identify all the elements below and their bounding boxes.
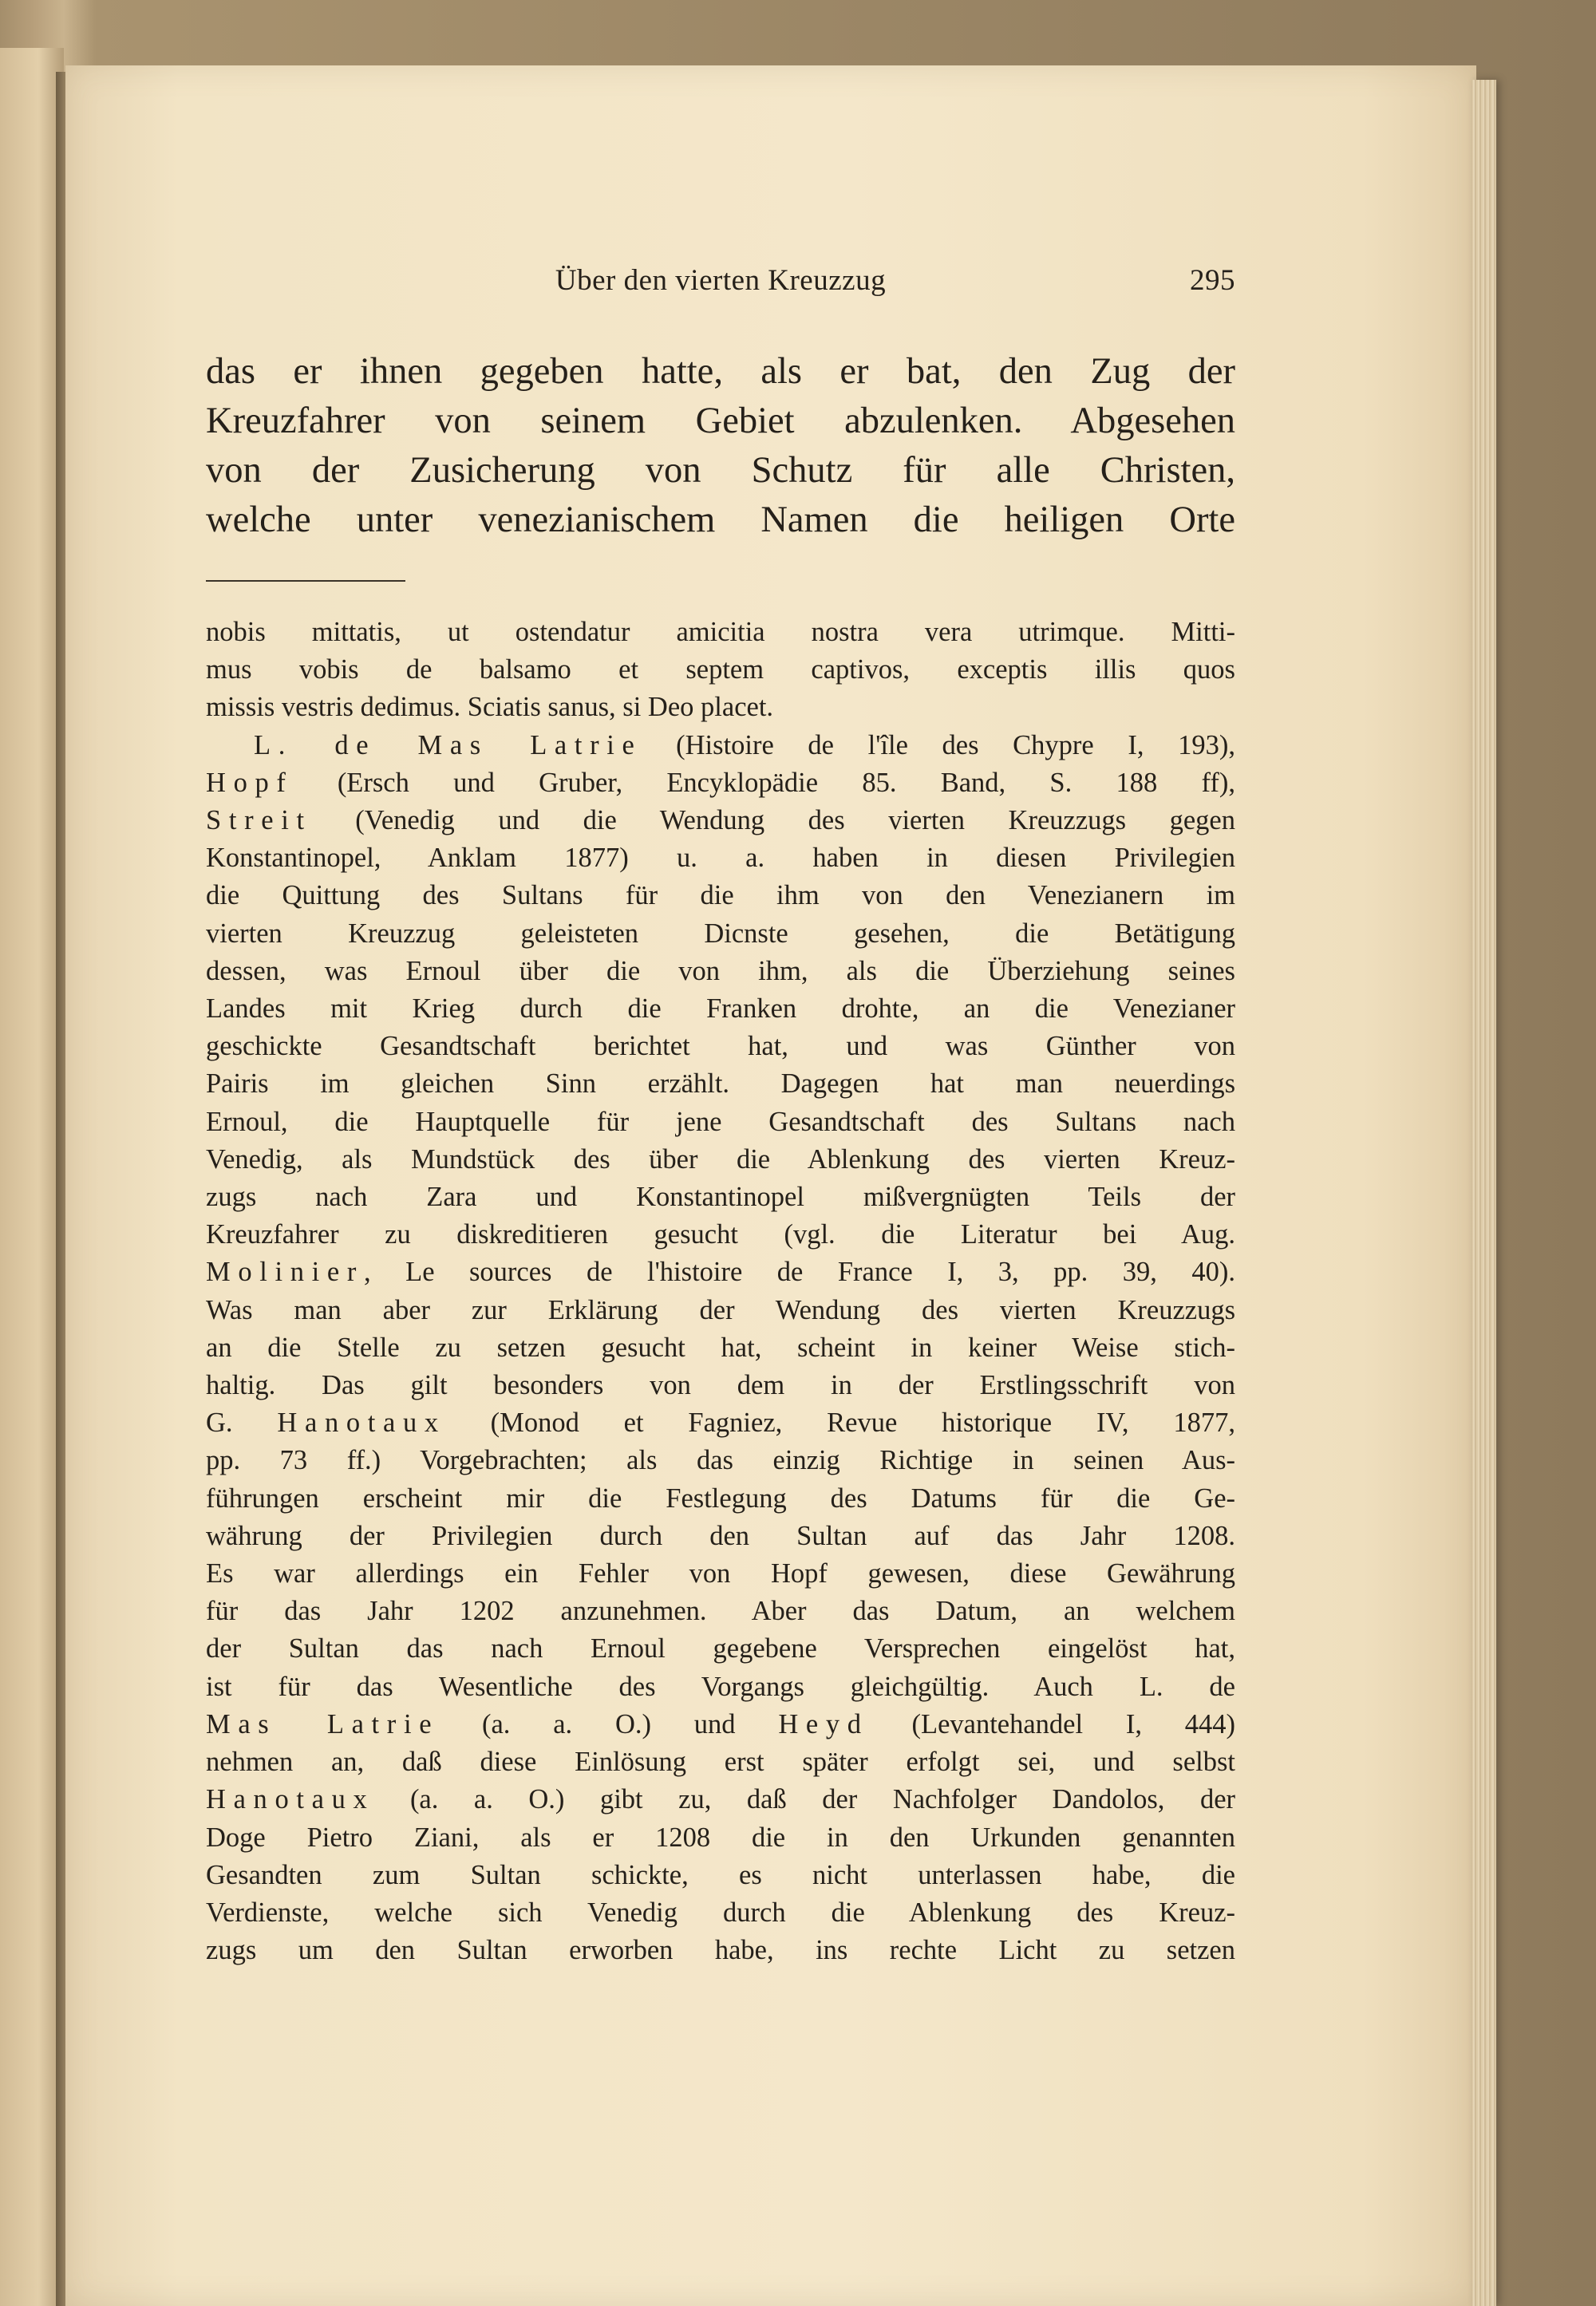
footnote-line: dessen, was Ernoul über die von ihm, als die Überziehung seines — [206, 955, 1235, 986]
footnote-line: Verdienste, welche sich Venedig durch die Ablenkung des Kreuz- — [206, 1897, 1235, 1928]
citation-text: (Monod et Fagniez, Revue historique IV, 1877, — [445, 1408, 1235, 1439]
author-name: Heyd — [778, 1708, 869, 1739]
text-line: welche unter venezianischem Namen die heiligen Orte — [206, 500, 1235, 540]
footnote-line: ist für das Wesentliche des Vorgangs gleichgültig. Auch L. de — [206, 1671, 1235, 1702]
citation-text: , Le sources de l'histoire de France I, 3, pp. 39, 40). — [364, 1257, 1235, 1288]
author-name: Hopf — [206, 767, 294, 798]
footnote-line: Es war allerdings ein Fehler von Hopf gewesen, diese Gewährung — [206, 1558, 1235, 1589]
footnote-line: Konstantinopel, Anklam 1877) u. a. haben in diesen Privilegien — [206, 843, 1235, 874]
footnote-line: nobis mittatis, ut ostendatur amicitia nostra vera utrimque. Mitti- — [206, 617, 1235, 647]
citation-text: (Histoire de l'île des Chypre I, 193), — [642, 729, 1235, 760]
page-content — [206, 255, 1235, 1969]
page-fore-edge — [1472, 80, 1496, 2306]
author-name: L. de Mas Latrie — [254, 729, 642, 760]
text-line: Kreuzfahrer von seinem Gebiet abzulenken. Abgesehen — [206, 401, 1235, 441]
footnote-line — [206, 764, 1235, 802]
author-name: Hanotaux — [277, 1408, 446, 1439]
footnote-line: Doge Pietro Ziani, als er 1208 die in den Urkunden genannten — [206, 1822, 1235, 1853]
author-name: Mas Latrie — [206, 1708, 440, 1739]
citation-text: G. — [206, 1408, 278, 1439]
citation-text: (a. a. O.) gibt zu, daß der Nachfolger Dandolos, der — [374, 1784, 1235, 1815]
citation-text: (Levantehandel I, 444) — [868, 1708, 1235, 1739]
footnote-line: führungen erscheint mir die Festlegung des Datums für die Ge- — [206, 1483, 1235, 1514]
footnote-line: für das Jahr 1202 anzunehmen. Aber das Datum, an welchem — [206, 1596, 1235, 1627]
main-text — [206, 347, 1235, 545]
footnote-line — [206, 802, 1235, 839]
footnote-line: Venedig, als Mundstück des über die Ablenkung des vierten Kreuz- — [206, 1143, 1235, 1175]
footnote-line — [206, 1254, 1235, 1291]
footnote-line: haltig. Das gilt besonders von dem in der Erstlingsschrift von — [206, 1370, 1235, 1401]
footnote-line: zugs um den Sultan erworben habe, ins rechte Licht zu setzen — [206, 1935, 1235, 1966]
footnote-line: Was man aber zur Erklärung der Wendung des vierten Kreuzzugs — [206, 1294, 1235, 1325]
footnote-line: pp. 73 ff.) Vorgebrachten; als das einzig Richtige in seinen Aus- — [206, 1445, 1235, 1476]
citation-text: (Ersch und Gruber, Encyklopädie 85. Band, S. 188 ff), — [293, 767, 1235, 798]
footnote — [206, 614, 1235, 1969]
footnote-line: währung der Privilegien durch den Sultan auf das Jahr 1208. — [206, 1520, 1235, 1551]
footnote-line: Kreuzfahrer zu diskreditieren gesucht (vgl. die Literatur bei Aug. — [206, 1219, 1235, 1250]
footnote-line: Pairis im gleichen Sinn erzählt. Dagegen hat man neuerdings — [206, 1068, 1235, 1100]
author-name: Streit — [206, 805, 312, 836]
footnote-line: Landes mit Krieg durch die Franken drohte, an die Venezianer — [206, 993, 1235, 1025]
footnote-line: geschickte Gesandtschaft berichtet hat, und was Günther von — [206, 1031, 1235, 1062]
footnote-line: Gesandten zum Sultan schickte, es nicht unterlassen habe, die — [206, 1859, 1235, 1890]
footnote-line: Ernoul, die Hauptquelle für jene Gesandtschaft des Sultans nach — [206, 1106, 1235, 1137]
page-number: 295 — [1190, 264, 1235, 297]
text-line: das er ihnen gegeben hatte, als er bat, den Zug der — [206, 351, 1235, 392]
footnote-line — [206, 1706, 1235, 1743]
footnote-line: an die Stelle zu setzen gesucht hat, scheint in keiner Weise stich- — [206, 1332, 1235, 1363]
author-name: Hanotaux — [206, 1784, 375, 1815]
footnote-line: vierten Kreuzzug geleisteten Dicnste gesehen, die Betätigung — [206, 918, 1235, 949]
citation-text: (a. a. O.) und — [439, 1708, 779, 1739]
text-line: von der Zusicherung von Schutz für alle Christen, — [206, 450, 1235, 491]
running-head — [206, 255, 1235, 303]
left-page-edge — [0, 48, 64, 2306]
footnote-line: nehmen an, daß diese Einlösung erst später erfolgt sei, und selbst — [206, 1747, 1235, 1778]
footnote-line — [206, 1404, 1235, 1442]
footnote-line — [206, 727, 1235, 764]
footnote-rule — [206, 580, 405, 582]
footnote-line — [206, 1781, 1235, 1818]
citation-text: (Venedig und die Wendung des vierten Kreuzzugs gegen — [311, 805, 1235, 836]
footnote-line: missis vestris dedimus. Sciatis sanus, si Deo placet. — [206, 692, 774, 723]
running-title: Über den vierten Kreuzzug — [555, 264, 887, 297]
footnote-line: der Sultan das nach Ernoul gegebene Versprechen eingelöst hat, — [206, 1633, 1235, 1664]
footnote-line: die Quittung des Sultans für die ihm von den Venezianern im — [206, 880, 1235, 911]
author-name: Molinier — [206, 1257, 365, 1288]
footnote-line: zugs nach Zara und Konstantinopel mißvergnügten Teils der — [206, 1182, 1235, 1213]
footnote-line: mus vobis de balsamo et septem captivos, exceptis illis quos — [206, 654, 1235, 685]
